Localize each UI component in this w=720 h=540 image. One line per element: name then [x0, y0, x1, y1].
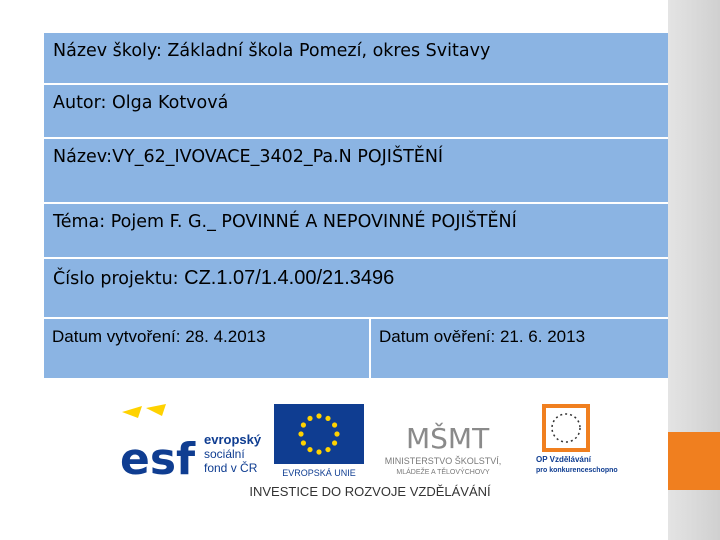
eu-star	[332, 440, 337, 445]
verified-text: Datum ověření: 21. 6. 2013	[379, 327, 586, 346]
eu-label: EVROPSKÁ UNIE	[282, 468, 356, 478]
author-row	[44, 85, 668, 139]
topic-text: Téma: Pojem F. G._ POVINNÉ A NEPOVINNÉ POJIŠTĚNÍ	[53, 212, 517, 232]
created-cell	[44, 319, 369, 378]
eu-logo	[274, 404, 364, 478]
esf-logo	[118, 404, 268, 478]
project-row	[44, 259, 668, 319]
title-row	[44, 139, 668, 204]
esf-line-1: evropský	[204, 432, 262, 447]
eu-star	[298, 431, 303, 436]
created-text: Datum vytvoření: 28. 4.2013	[52, 327, 266, 346]
title-text: Název:VY_62_IVOVACE_3402_Pa.N POJIŠTĚNÍ	[53, 147, 444, 167]
eu-star	[316, 449, 321, 454]
eu-star	[301, 440, 306, 445]
logo-strip	[118, 404, 618, 502]
side-accent	[668, 432, 720, 490]
project-number: CZ.1.07/1.4.00/21.3496	[184, 267, 395, 289]
eu-star	[316, 413, 321, 418]
eu-star	[301, 422, 306, 427]
eu-star	[325, 447, 330, 452]
verified-cell	[371, 319, 668, 378]
project-text	[53, 267, 394, 290]
msmt-line-2: MLÁDEŽE A TĚLOVÝCHOVY	[396, 469, 490, 476]
op-logo	[534, 404, 618, 478]
project-label: Číslo projektu:	[53, 269, 185, 289]
msmt-mark: MŠMT	[406, 422, 490, 455]
esf-line-3: fond v ČR	[204, 461, 258, 475]
msmt-line-1: MINISTERSTVO ŠKOLSTVÍ,	[384, 456, 502, 466]
eu-star	[332, 422, 337, 427]
eu-star	[307, 416, 312, 421]
op-line-2: pro konkurenceschopnost	[536, 467, 618, 474]
author-text: Autor: Olga Kotvová	[53, 93, 229, 113]
op-line-1: OP Vzdělávání	[536, 455, 591, 464]
dates-row	[44, 319, 668, 378]
esf-mark: esf	[120, 434, 196, 478]
eu-star	[334, 431, 339, 436]
slogan: INVESTICE DO ROZVOJE VZDĚLÁVÁNÍ	[249, 484, 491, 499]
school-row	[44, 33, 668, 85]
info-table	[44, 33, 668, 378]
eu-star	[307, 447, 312, 452]
esf-line-2: sociální	[204, 447, 245, 461]
school-text: Název školy: Základní škola Pomezí, okres Svitavy	[53, 41, 491, 61]
topic-row	[44, 204, 668, 259]
eu-star	[325, 416, 330, 421]
msmt-logo	[368, 404, 518, 478]
